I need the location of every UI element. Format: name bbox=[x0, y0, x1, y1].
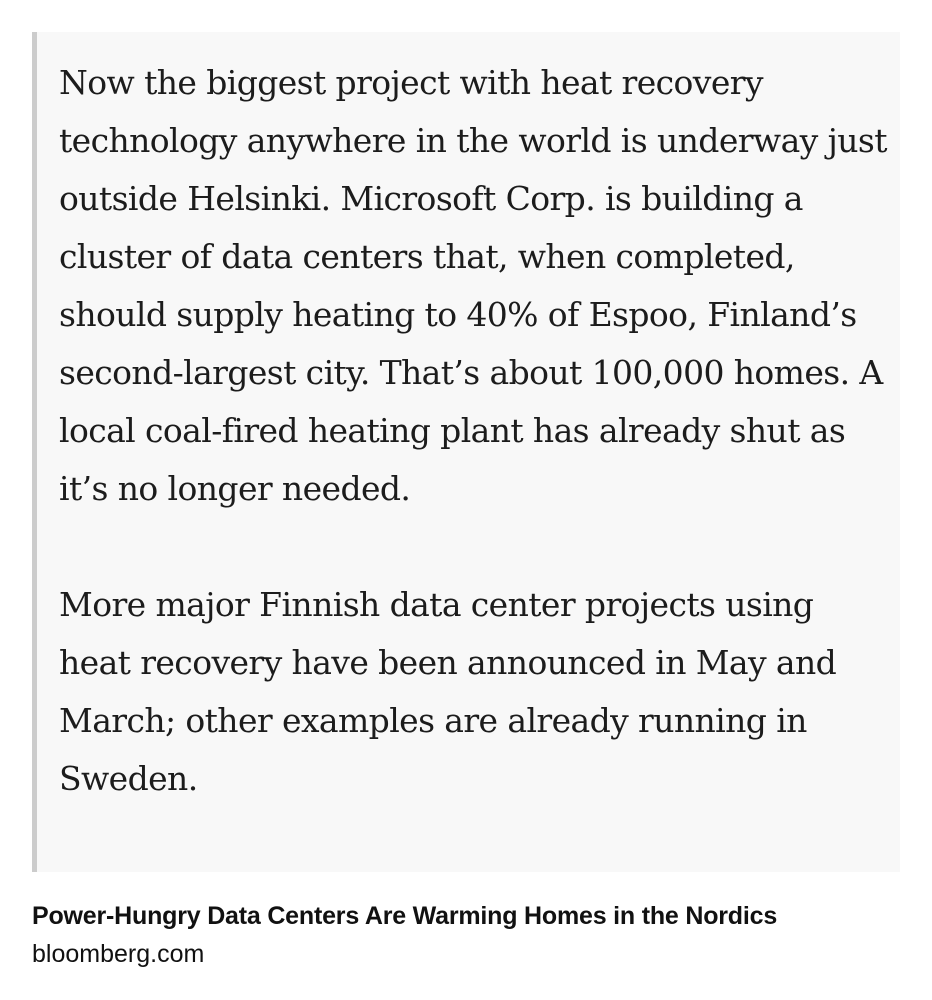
blockquote bbox=[32, 32, 900, 872]
link-preview-card[interactable] bbox=[32, 900, 912, 970]
quote-paragraph-2: More major Finnish data center projects using heat recovery have been announced in May and March; other examples are already running in Sweden. bbox=[59, 585, 837, 798]
quote-paragraph-1: Now the biggest project with heat recovery technology anywhere in the world is underway just outside Helsinki. Microsoft Corp. is building a cluster of data centers that, when completed, should supply heating to 40% of Espoo, Finland’s second-largest city. That’s about 100,000 homes. A local coal-fired heating plant has already shut as it’s no longer needed. bbox=[59, 63, 887, 508]
link-title[interactable]: Power-Hungry Data Centers Are Warming Homes in the Nordics bbox=[32, 902, 778, 930]
link-domain: bloomberg.com bbox=[32, 940, 205, 968]
